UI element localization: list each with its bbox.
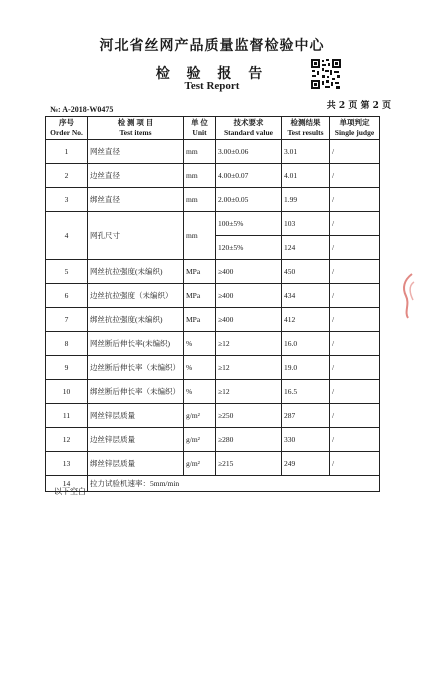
- table-row: 11 网丝锌层质量 g/m² ≥250 287 /: [46, 404, 380, 428]
- table-row: 10 绑丝断后伸长率（未编织） % ≥12 16.5 /: [46, 380, 380, 404]
- table-row: 13 绑丝锌层质量 g/m² ≥215 249 /: [46, 452, 380, 476]
- table-row: 12 边丝锌层质量 g/m² ≥280 330 /: [46, 428, 380, 452]
- col-header-results: 检测结果 Test results: [282, 117, 330, 140]
- blank-below-note: 以下空白: [54, 487, 86, 496]
- table-row: 2 边丝直径 mm 4.00±0.07 4.01 /: [46, 164, 380, 188]
- page-indicator: 共 2 页 第 2 页: [326, 101, 391, 111]
- table-row: 4 网孔尺寸 mm 100±5% 103 /: [46, 212, 380, 236]
- results-table: [45, 116, 380, 492]
- col-header-order: 序号 Order No.: [46, 117, 88, 140]
- col-header-items: 检 测 项 目 Test items: [88, 117, 184, 140]
- report-subtitle: Test Report: [184, 80, 240, 92]
- table-row: 9 边丝断后伸长率（未编织） % ≥12 19.0 /: [46, 356, 380, 380]
- col-header-unit: 单 位 Unit: [184, 117, 216, 140]
- table-row: 5 网丝抗拉强度(未编织) MPa ≥400 450 /: [46, 260, 380, 284]
- table-row: 3 绑丝直径 mm 2.00±0.05 1.99 /: [46, 188, 380, 212]
- table-row: 6 边丝抗拉强度（未编织） MPa ≥400 434 /: [46, 284, 380, 308]
- qr-code-icon: [310, 58, 342, 90]
- organization-name: 河北省丝网产品质量监督检验中心: [99, 38, 325, 54]
- report-title: 检 验 报 告: [155, 66, 269, 82]
- table-row: 8 网丝断后伸长率(未编织) % ≥12 16.0 /: [46, 332, 380, 356]
- table-row: 7 绑丝抗拉强度(未编织) MPa ≥400 412 /: [46, 308, 380, 332]
- report-number: №: A-2018-W0475: [50, 105, 114, 114]
- table-row: 14 拉力试验机速率：5mm/min: [46, 476, 380, 492]
- table-row: 120±5% 124 /: [46, 236, 380, 260]
- col-header-judge: 单项判定 Single judge: [330, 117, 380, 140]
- red-stamp-mark: [398, 272, 416, 320]
- table-header-row: [46, 117, 380, 140]
- col-header-standard: 技术要求 Standard value: [216, 117, 282, 140]
- table-row: 1 网丝直径 mm 3.00±0.06 3.01 /: [46, 140, 380, 164]
